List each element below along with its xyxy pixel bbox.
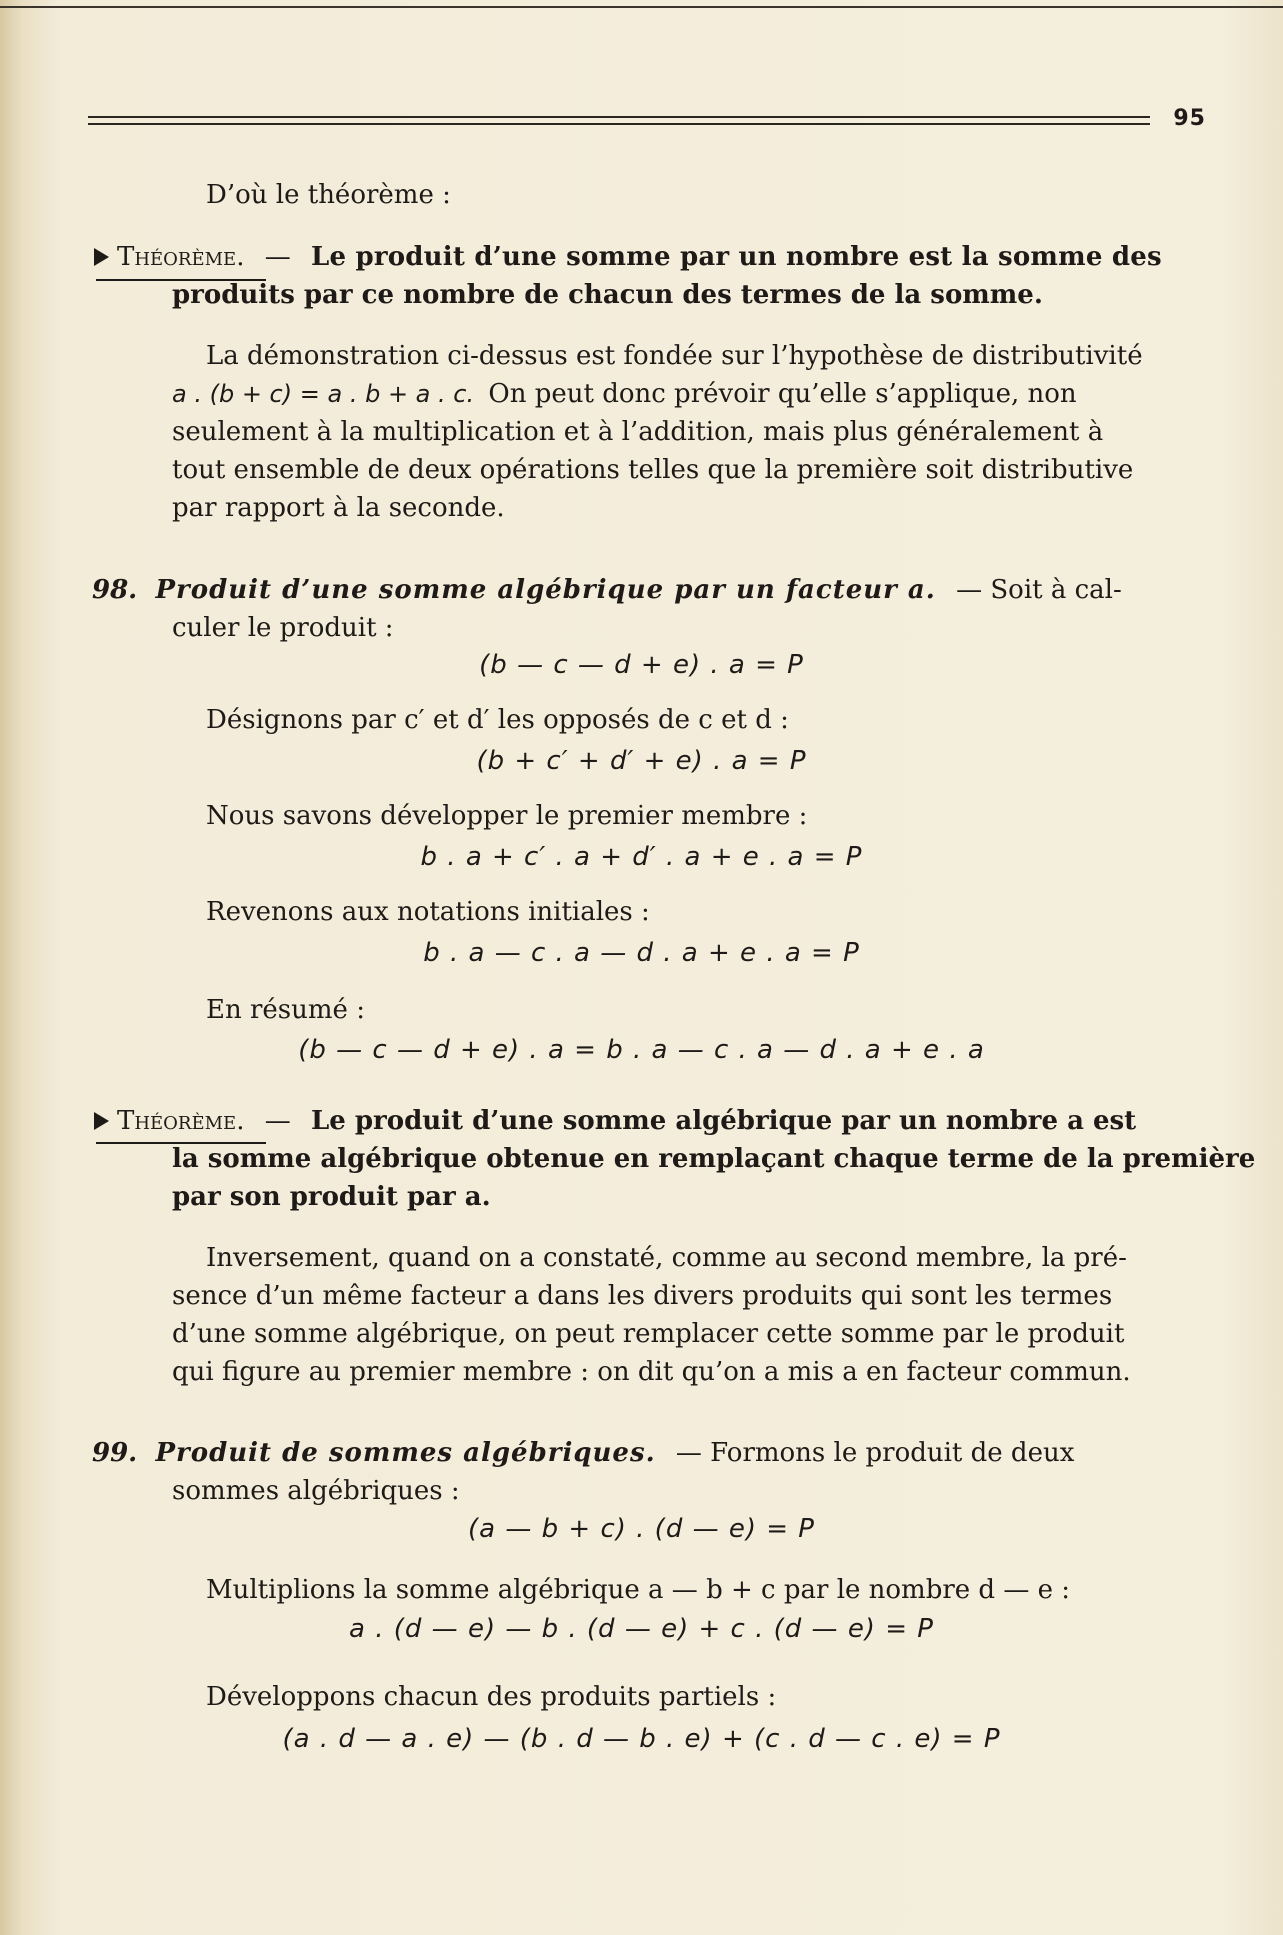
equation-98-5-text: (b — c — d + e) . a = b . a — c . a — d . a + e . a: [298, 1035, 985, 1065]
equation-99-3-text: (a . d — a . e) — (b . d — b . e) + (c . d — c . e) = P: [282, 1724, 1001, 1754]
section-99-text-3: Développons chacun des produits partiels :: [206, 1682, 777, 1712]
equation-99-2: [0, 1614, 1283, 1644]
para-1-line-2: [172, 375, 1207, 413]
section-98-heading-rest: — Soit à cal-: [956, 575, 1122, 605]
theorem-1-line-1: [94, 238, 1209, 276]
section-98-number: 98.: [92, 575, 138, 605]
theorem-2-dash: —: [264, 1106, 291, 1136]
section-98-text-2: Désignons par c′ et d′ les opposés de c et d :: [206, 705, 789, 735]
para-1-line-3: seulement à la multiplication et à l’addition, mais plus généralement à: [172, 417, 1104, 447]
section-99-line-2: sommes algébriques :: [172, 1476, 460, 1506]
theorem-1-statement-line-1: Le produit d’une somme par un nombre est la somme des: [311, 242, 1162, 272]
theorem-2-statement-line-3: par son produit par a.: [172, 1182, 491, 1212]
distributivity-formula: a . (b + c) = a . b + a . c.: [172, 380, 475, 408]
section-98-text-4: Revenons aux notations initiales :: [206, 897, 650, 927]
section-98-heading: [92, 571, 1207, 609]
para-2-line-2: sence d’un même facteur a dans les divers produits qui sont les termes: [172, 1281, 1113, 1311]
equation-98-4-text: b . a — c . a — d . a + e . a = P: [423, 938, 860, 968]
intro-text: D’où le théorème :: [206, 180, 451, 210]
theorem-2-label: Théorème.: [117, 1106, 245, 1136]
equation-99-2-text: a . (d — e) — b . (d — e) + c . (d — e) = P: [349, 1614, 934, 1644]
para-1-line-2-text: On peut donc prévoir qu’elle s’applique, non: [488, 379, 1077, 409]
section-99-heading-rest: — Formons le produit de deux: [675, 1438, 1075, 1468]
equation-98-3-text: b . a + c′ . a + d′ . a + e . a = P: [420, 842, 863, 872]
para-1-line-1: La démonstration ci-dessus est fondée sur l’hypothèse de distributivité: [206, 341, 1143, 371]
equation-99-1-text: (a — b + c) . (d — e) = P: [468, 1514, 815, 1544]
section-98-text-5: En résumé :: [206, 995, 365, 1025]
equation-99-3: [0, 1724, 1283, 1754]
para-2-line-1: Inversement, quand on a constaté, comme au second membre, la pré-: [206, 1243, 1127, 1273]
equation-98-2-text: (b + c′ + d′ + e) . a = P: [476, 746, 807, 776]
equation-98-5: [0, 1035, 1283, 1065]
equation-98-4: [0, 938, 1283, 968]
page-header: [88, 106, 1206, 131]
pointer-arrow-icon: [94, 1112, 109, 1130]
theorem-dash: —: [264, 242, 291, 272]
section-99-heading: [92, 1434, 1207, 1472]
theorem-2-line-1: [94, 1102, 1209, 1140]
section-99-number: 99.: [92, 1438, 138, 1468]
top-edge-line: [0, 6, 1283, 8]
section-98-line-2: culer le produit :: [172, 613, 394, 643]
equation-99-1: [0, 1514, 1283, 1544]
para-1-line-4: tout ensemble de deux opérations telles que la première soit distributive: [172, 455, 1134, 485]
para-2-line-4: qui figure au premier membre : on dit qu’on a mis a en facteur commun.: [172, 1357, 1131, 1387]
section-99-title: Produit de sommes algébriques.: [155, 1438, 656, 1468]
pointer-arrow-icon: [94, 248, 109, 266]
theorem-1-statement-line-2: produits par ce nombre de chacun des termes de la somme.: [172, 280, 1043, 310]
header-rule-bottom: [88, 123, 1150, 125]
equation-98-1-text: (b — c — d + e) . a = P: [479, 650, 804, 680]
theorem-label: Théorème.: [117, 242, 245, 272]
header-rule-top: [88, 116, 1150, 118]
section-98-text-3: Nous savons développer le premier membre :: [206, 801, 808, 831]
theorem-2-statement-line-2: la somme algébrique obtenue en remplaçant chaque terme de la première: [172, 1144, 1256, 1174]
section-99-text-2: Multiplions la somme algébrique a — b + c par le nombre d — e :: [206, 1575, 1071, 1605]
equation-98-2: [0, 746, 1283, 776]
page-number: 95: [1173, 106, 1206, 131]
equation-98-1: [0, 650, 1283, 680]
para-1-line-5: par rapport à la seconde.: [172, 493, 505, 523]
theorem-2-statement-line-1: Le produit d’une somme algébrique par un nombre a est: [311, 1106, 1137, 1136]
equation-98-3: [0, 842, 1283, 872]
para-2-line-3: d’une somme algébrique, on peut remplacer cette somme par le produit: [172, 1319, 1125, 1349]
section-98-title: Produit d’une somme algébrique par un facteur a.: [155, 575, 936, 605]
